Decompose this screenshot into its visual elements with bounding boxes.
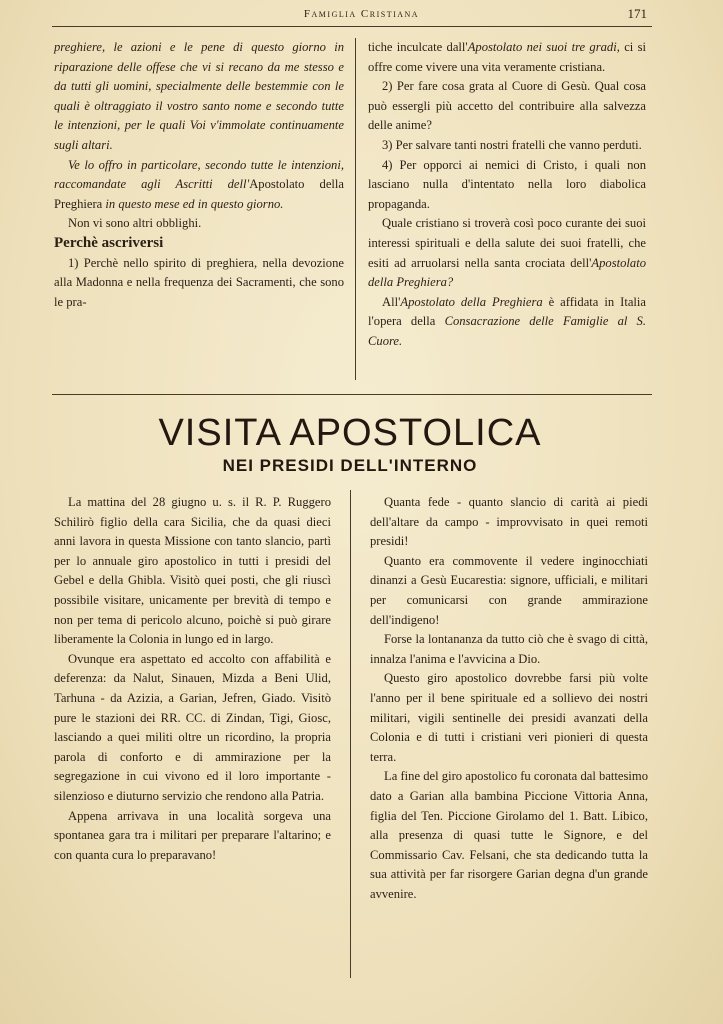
article-subtitle: NEI PRESIDI DELL'INTERNO [222, 456, 478, 475]
section-rule [52, 394, 652, 395]
reason-1-continued [368, 38, 646, 77]
article-paragraph-5: Quanto era commovente il vedere inginocchiati dinanzi a Gesù Eucarestia: signore, ufficiali, e militari per comunicarsi con grande ammirazione dell'indigeno! [370, 553, 648, 627]
reason-3: 3) Per salvare tanti nostri fratelli che vanno perduti. [382, 137, 642, 152]
article-paragraph-4: Quanta fede - quanto slancio di carità ai piedi dell'altare da campo - improvvisato in quei remoti presidi! [370, 495, 648, 549]
reason-4: 4) Per opporci ai nemici di Cristo, i quali non lasciano nulla d'intentato nella loro diabolica propaganda. [368, 157, 646, 211]
article-paragraph-3: Appena arrivava in una località sorgeva una spontanea gara tra i militari per preparare l'altarino; e con quanta cura lo preparavano! [54, 808, 331, 862]
bottom-left-column [54, 493, 331, 865]
italic-span: Apostolato nei suoi tre gradi [467, 40, 617, 54]
article-paragraph-8: La fine del giro apostolico fu coronata dal battesimo dato a Garian alla bambina Piccione Vittoria Anna, figlia del Ten. Piccione Girolamo del 1. Batt. Libico, alla presenza di quasi tutte le Signore, e del Commissario Cav. Felsani, che sta dedicando tutta la sua attività per far risorgere Garian degna d'un grande avvenire. [370, 769, 648, 901]
article-paragraph-6: Forse la lontananza da tutto ciò che è svago di città, innalza l'anima e l'avvicina a Dio. [370, 632, 648, 666]
top-right-column [368, 38, 646, 352]
article-paragraph-2: Ovunque era aspettato ed accolto con affabilità e deferenza: da Nalut, Sinauen, Mizda a Beni Ulid, Tarhuna - da Azizia, a Garian, Jefren, Giado. Visitò pure le stazioni dei RR. CC. di Zindan, Tigi, Giosc, lasciando a quei militi oltre un ricordino, la propria parola di conforto e di ammirazione per la segregazione in cui vivono ed il loro importante - silenzioso e diuturno servizio che rendono alla Patria. [54, 651, 331, 803]
article-paragraph-1: La mattina del 28 giugno u. s. il R. P. Ruggero Schilirò figlio della cara Sicilia, che da quasi dieci anni lavora in questa Missione con tanto slancio, partì per lo annuale giro apostolico in tutti i presidi del Gebel e della Ghibla. Visitò quei posti, che gli riuscì possibile visitare, unicamente per brevità di tempo e non per tema di pericolo alcuno, poichè si può girare liberamente la Colonia in lungo ed in largo. [54, 495, 331, 647]
header-rule [52, 26, 652, 27]
column-divider-top [355, 38, 356, 380]
text-span: All' [382, 294, 401, 309]
text-span: tiche inculcate dall' [368, 40, 468, 54]
text-span: Quale cristiano si troverà così poco curante dei suoi interessi spirituali e della salute dei suoi fratelli, che esiti ad arruolarsi nella santa crociata dell' [368, 216, 646, 270]
page-number: 171 [627, 6, 647, 21]
consecration-paragraph [368, 293, 646, 352]
prayer-continuation: preghiere, le azioni e le pene di questo giorno in riparazione delle offese che vi si recano da me stesso e da tutti gli uomini, specialmente delle bestemmie con le quali è oltraggiato il vostro santo nome e secondo tutte le intenzioni, per le quali Voi v'immolate continuamente sugli altari. [54, 40, 344, 152]
column-divider-bottom [350, 490, 351, 978]
offering-italic-a: Ve lo offro in particolare, secondo tutte le intenzioni, raccomandate agli Ascritti dell' [54, 157, 344, 192]
appeal-paragraph [368, 214, 646, 292]
offering-italic-c: in questo mese ed in questo giorno. [102, 196, 284, 211]
text-span: , ci si offre come vivere una vita veramente cristiana. [368, 40, 646, 74]
reason-1: 1) Perchè nello spirito di preghiera, nella devozione alla Madonna e nella frequenza dei Sacramenti, che sono le pra- [54, 255, 344, 309]
text-span: è affidata in Italia l'opera della [368, 294, 646, 329]
italic-span: Consacrazione delle Famiglie al S. Cuore. [368, 314, 646, 348]
article-title: VISITA APOSTOLICA [158, 412, 542, 454]
reason-2: 2) Per fare cosa grata al Cuore di Gesù. Qual cosa può essergli più accetto del contribuire alla salvezza delle anime? [368, 79, 646, 133]
offering-roman: Apostolato della Preghiera [54, 177, 344, 211]
top-left-column [54, 38, 344, 312]
article-paragraph-7: Questo giro apostolico dovrebbe farsi più volte l'anno per il bene spirituale ed a sollievo dei nostri militari, vigili sentinelle dei presidi avanzati della Colonia e di tutti i cristiani veri pionieri di questa terra. [370, 671, 648, 764]
bottom-right-column [370, 493, 648, 904]
section-subhead: Perchè ascriversi [54, 234, 164, 251]
running-title: Famiglia Cristiana [303, 8, 420, 20]
no-obligations: Non vi sono altri obblighi. [68, 216, 202, 231]
offering-paragraph [54, 156, 344, 215]
italic-span: Apostolato della Preghiera [400, 294, 543, 309]
italic-span: Apostolato della Preghiera? [368, 255, 646, 290]
